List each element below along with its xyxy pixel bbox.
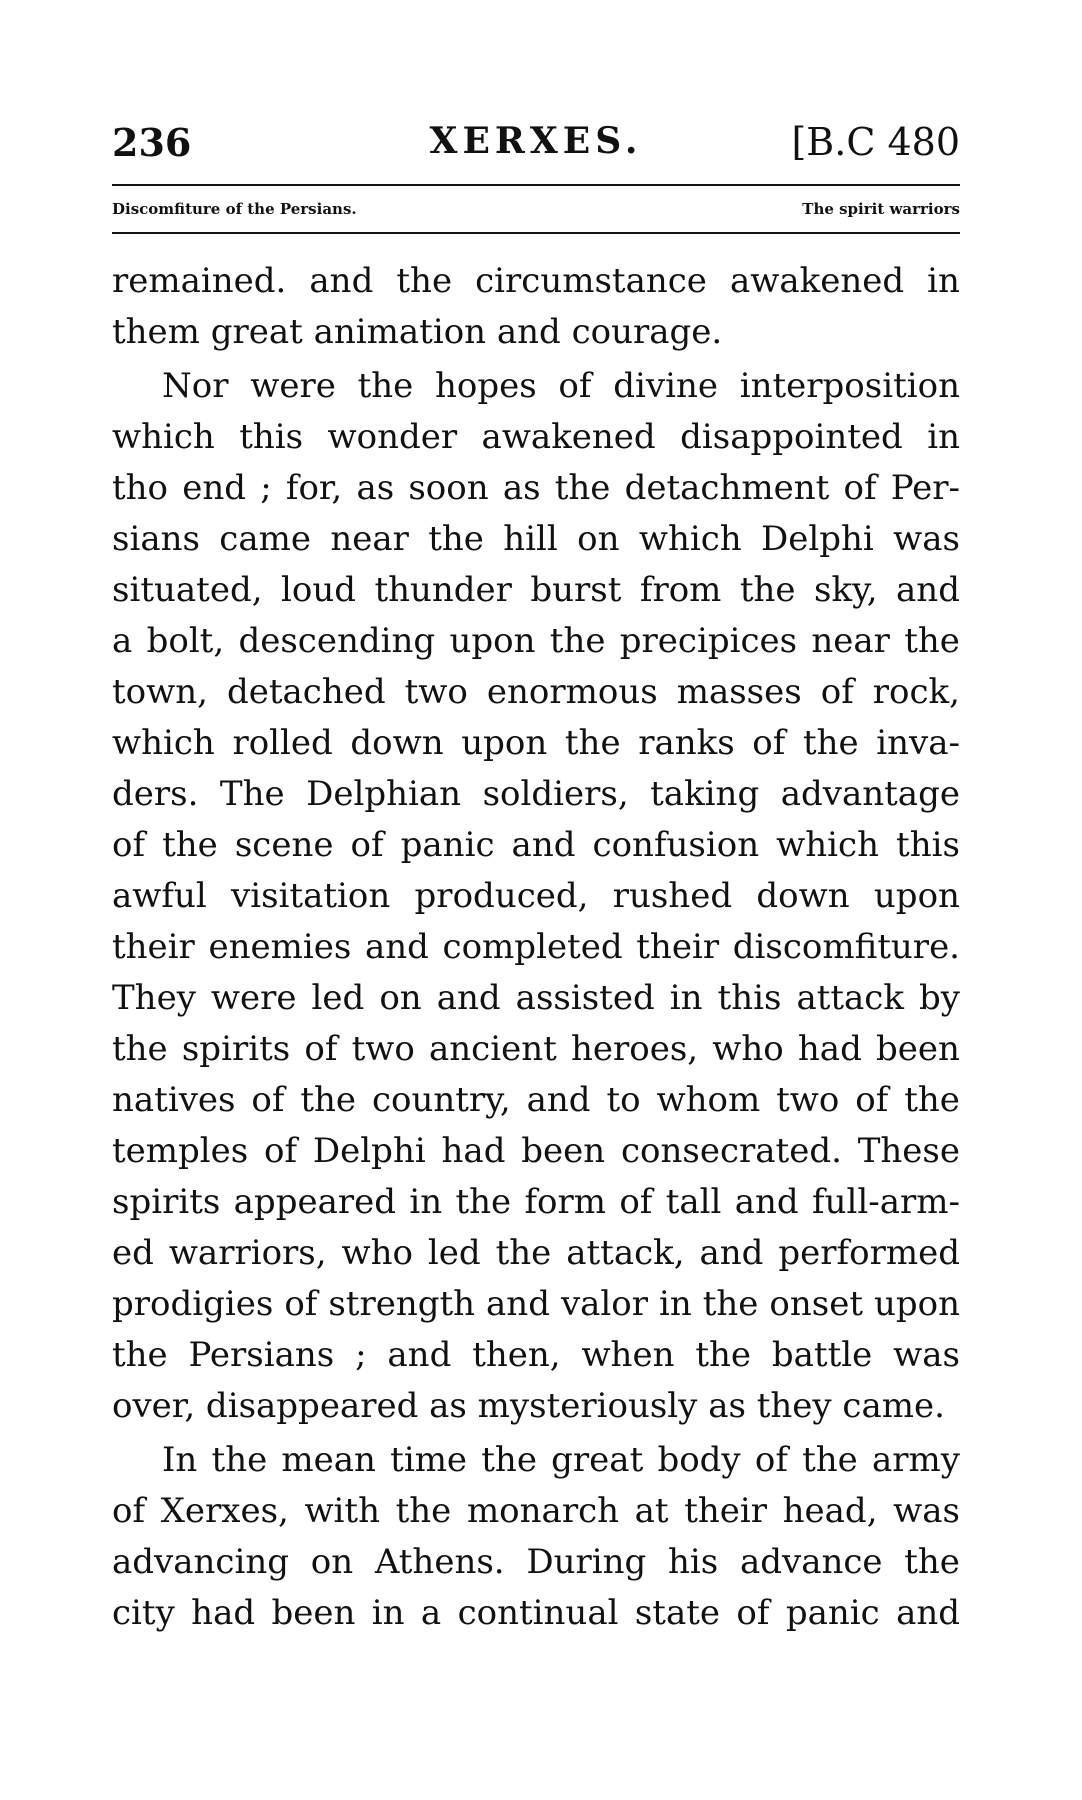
- text-line: In the mean time the great body of the army: [162, 1440, 960, 1480]
- text-line: prodigies of strength and valor in the onset upon: [112, 1284, 960, 1324]
- topic-subheader: [112, 200, 960, 224]
- text-line: of Xerxes, with the monarch at their head, was: [112, 1491, 960, 1531]
- subheader-left: Discomfiture of the Persians.: [112, 200, 357, 218]
- text-line: advancing on Athens. During his advance the: [112, 1542, 960, 1582]
- text-line: remained. and the circumstance awakened in: [112, 261, 960, 301]
- text-line: Nor were the hopes of divine interposition: [162, 366, 960, 406]
- text-line: awful visitation produced, rushed down upon: [112, 876, 960, 916]
- running-head: [112, 120, 960, 180]
- text-line: sians came near the hill on which Delphi was: [112, 519, 960, 559]
- text-line: over, disappeared as mysteriously as they came.: [112, 1386, 945, 1426]
- text-line: the Persians ; and then, when the battle was: [112, 1335, 960, 1375]
- text-line: which rolled down upon the ranks of the inva-: [112, 723, 960, 763]
- body-text: [112, 256, 960, 1639]
- text-line: spirits appeared in the form of tall and full-arm-: [112, 1182, 960, 1222]
- text-line: natives of the country, and to whom two of the: [112, 1080, 960, 1120]
- text-line: tho end ; for, as soon as the detachment of Per-: [112, 468, 960, 508]
- running-title: XERXES.: [429, 120, 643, 162]
- text-line: their enemies and completed their discomfiture.: [112, 927, 960, 967]
- date-reference: [B.C 480: [791, 120, 960, 164]
- text-line: city had been in a continual state of panic and: [112, 1593, 960, 1633]
- text-line: which this wonder awakened disappointed in: [112, 417, 960, 457]
- text-line: They were led on and assisted in this attack by: [112, 978, 960, 1018]
- subheader-right: The spirit warriors: [802, 200, 960, 218]
- header-rule-bottom: [112, 232, 960, 234]
- text-line: of the scene of panic and confusion which this: [112, 825, 960, 865]
- text-line: ed warriors, who led the attack, and performed: [112, 1233, 960, 1273]
- text-line: situated, loud thunder burst from the sky, and: [112, 570, 960, 610]
- text-line: temples of Delphi had been consecrated. These: [112, 1131, 960, 1171]
- text-line: a bolt, descending upon the precipices near the: [112, 621, 960, 661]
- text-line: town, detached two enormous masses of rock,: [112, 672, 960, 712]
- header-rule-top: [112, 184, 960, 186]
- text-line: them great animation and courage.: [112, 312, 723, 352]
- text-line: the spirits of two ancient heroes, who had been: [112, 1029, 960, 1069]
- text-line: ders. The Delphian soldiers, taking advantage: [112, 774, 960, 814]
- page-number: 236: [112, 120, 192, 165]
